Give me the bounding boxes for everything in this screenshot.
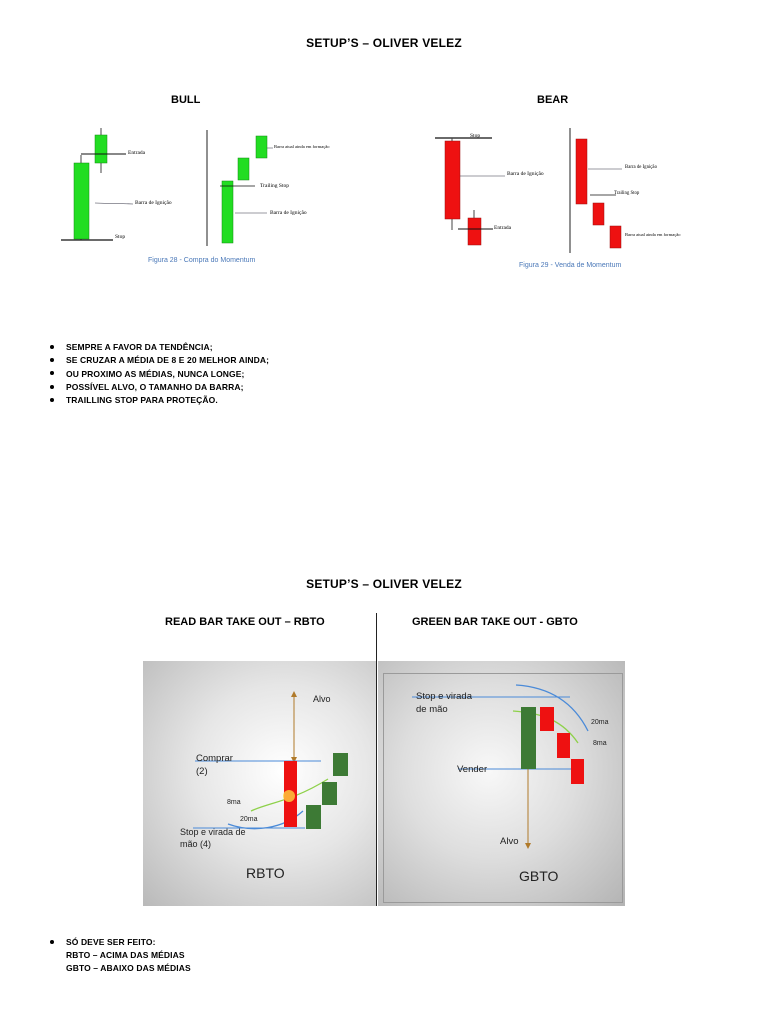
gbto-green-candle: [521, 707, 536, 769]
bullet-icon: [50, 385, 54, 389]
rbto-heading: READ BAR TAKE OUT – RBTO: [165, 616, 325, 628]
rbto-label-8ma: 8ma: [227, 799, 241, 806]
bull-entry-candle: [95, 135, 107, 163]
rbto-green-candle-2: [322, 782, 337, 805]
bull-r-candle-1: [222, 181, 233, 243]
list-item-text: POSSÍVEL ALVO, O TAMANHO DA BARRA;: [66, 381, 244, 392]
gbto-red-candle-1: [540, 707, 554, 731]
bullet-icon: [50, 345, 54, 349]
bull-label-barra: Barra de Ignição: [135, 200, 172, 206]
bull-ignition-arrow: [95, 203, 133, 204]
bullet-icon: [50, 940, 54, 944]
page-title-1: SETUP’S – OLIVER VELEZ: [306, 36, 462, 50]
sub-item-gbto: GBTO – ABAIXO DAS MÉDIAS: [66, 963, 191, 973]
list-item-text: OU PROXIMO AS MÉDIAS, NUNCA LONGE;: [66, 368, 245, 379]
rbto-green-candle-3: [333, 753, 348, 776]
list-item: [50, 936, 191, 949]
bull-r-candle-3: [256, 136, 267, 158]
bear-entry-candle: [468, 218, 481, 245]
bear-label-atual: Barra atual ainda em formação: [625, 232, 681, 237]
rbto-label-comprar: Comprar: [196, 753, 233, 764]
bull-label-barra-r: Barra de Ignição: [270, 210, 307, 216]
bear-label-stop: Stop: [470, 133, 481, 139]
bull-label-entrada: Entrada: [128, 150, 146, 156]
rbto-highlight-icon: [283, 790, 295, 802]
rules-list-2: [50, 936, 191, 975]
bear-label-trailing: Trailing Stop: [614, 191, 640, 196]
bull-r-candle-2: [238, 158, 249, 180]
bull-label-atual: Barra atual ainda em formação: [274, 144, 330, 149]
bear-label-barra: Barra de Ignição: [507, 171, 544, 177]
bull-ignition-candle: [74, 163, 89, 239]
rbto-chart: [143, 661, 376, 906]
gbto-label-stop1: Stop e virada: [416, 691, 472, 702]
list-item-text: TRAILLING STOP PARA PROTEÇÃO.: [66, 395, 218, 406]
gbto-label-stop2: de mão: [416, 704, 448, 715]
bull-label-stop: Stop: [115, 234, 126, 240]
column-divider: [376, 613, 377, 906]
bullet-icon: [50, 398, 54, 402]
gbto-red-candle-2: [557, 733, 570, 758]
gbto-label-vender: Vender: [457, 764, 488, 775]
bear-heading: BEAR: [537, 94, 569, 106]
bear-label-barra-r: Barra de Ignição: [625, 165, 657, 170]
bull-momentum-figure: [55, 118, 375, 253]
gbto-name: GBTO: [519, 868, 559, 884]
list-item-text: SEMPRE A FAVOR DA TENDÊNCIA;: [66, 342, 213, 352]
gbto-red-candle-3: [571, 759, 584, 784]
list-item-text: SÓ DEVE SER FEITO:: [66, 937, 156, 947]
bear-label-entrada: Entrada: [494, 225, 512, 231]
rules-list: [50, 342, 269, 408]
list-item: [50, 342, 269, 352]
list-item: [50, 395, 269, 405]
list-item-text: SE CRUZAR A MÉDIA DE 8 E 20 MELHOR AINDA;: [66, 355, 270, 366]
bear-caption: Figura 29 - Venda de Momentum: [519, 262, 622, 269]
gbto-heading: GREEN BAR TAKE OUT - GBTO: [412, 616, 578, 628]
rbto-label-comprar-n: (2): [196, 766, 208, 777]
list-item: [50, 355, 269, 365]
bullet-icon: [50, 371, 54, 375]
rbto-label-20ma: 20ma: [240, 816, 258, 823]
gbto-label-20ma: 20ma: [591, 719, 609, 726]
bull-caption: Figura 28 - Compra do Momentum: [148, 257, 256, 264]
gbto-chart: [378, 661, 625, 906]
list-item: [50, 369, 269, 379]
rbto-label-stop1: Stop e virada de: [180, 827, 246, 837]
rbto-label-alvo: Alvo: [313, 694, 331, 704]
bear-r-candle-1: [576, 139, 587, 204]
bear-r-candle-2: [593, 203, 604, 225]
gbto-label-8ma: 8ma: [593, 740, 607, 747]
bear-ignition-candle: [445, 141, 460, 219]
bull-label-trailing: Trailing Stop: [260, 183, 289, 189]
bear-r-candle-3: [610, 226, 621, 248]
bear-momentum-figure: [430, 125, 730, 260]
rbto-green-candle-1: [306, 805, 321, 829]
page-title-2: SETUP’S – OLIVER VELEZ: [306, 577, 462, 591]
bullet-icon: [50, 358, 54, 362]
bull-heading: BULL: [171, 94, 201, 106]
sub-item-rbto: RBTO – ACIMA DAS MÉDIAS: [66, 950, 185, 960]
rbto-label-stop2: mão (4): [180, 839, 212, 849]
rbto-name: RBTO: [246, 865, 285, 881]
gbto-label-alvo: Alvo: [500, 836, 519, 847]
list-item: [50, 382, 269, 392]
